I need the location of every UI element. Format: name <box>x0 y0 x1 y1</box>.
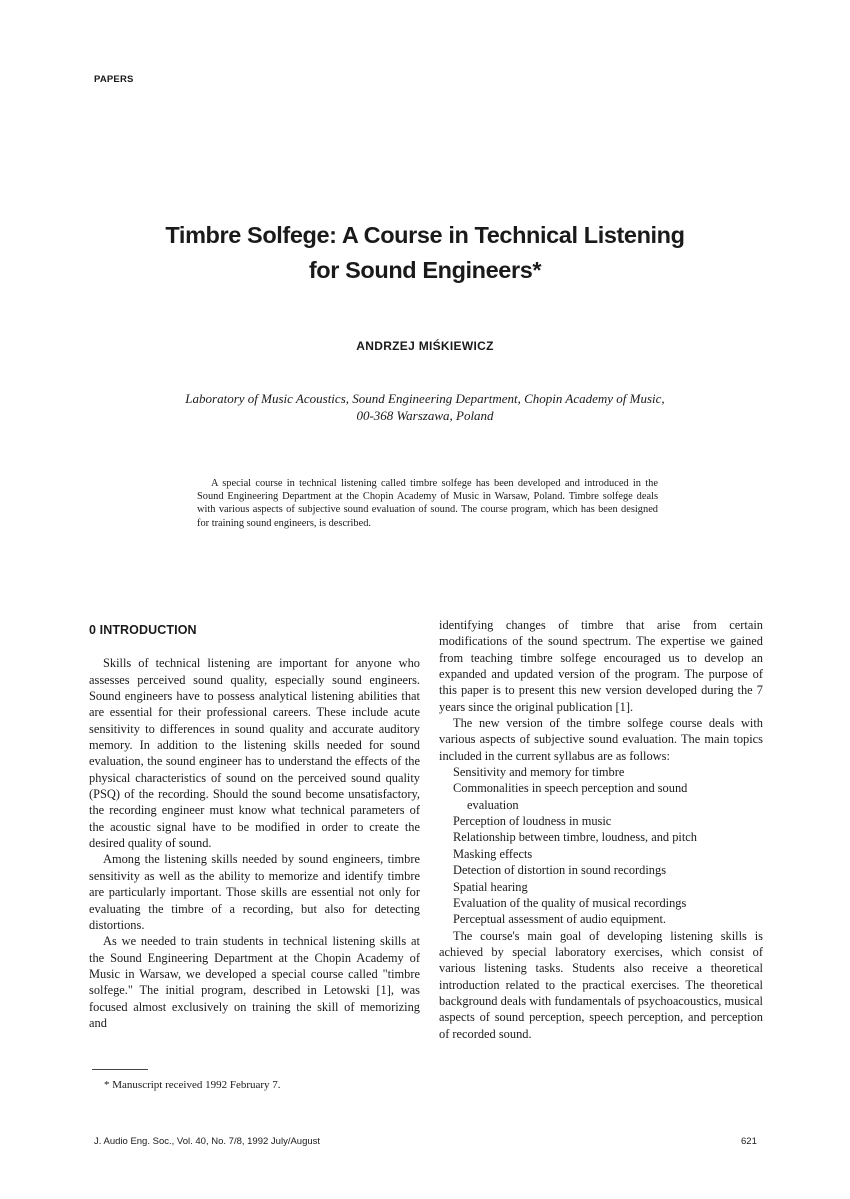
footnote: * Manuscript received 1992 February 7. <box>104 1079 281 1091</box>
title-line-2: for Sound Engineers* <box>308 257 542 283</box>
list-item: Perceptual assessment of audio equipment. <box>453 912 666 927</box>
list-item: Detection of distortion in sound recordings <box>453 863 667 878</box>
list-item: Relationship between timbre, loudness, and pitch <box>453 830 697 845</box>
list-item: Masking effects <box>453 846 533 861</box>
paragraph: The new version of the timbre solfege course deals with various aspects of subjective sound evaluation. The main topics included in the current syllabus are as follows: <box>439 716 763 763</box>
paragraph: Skills of technical listening are important for anyone who assesses perceived sound quality, especially sound engineers. Sound engineers have to possess analytical listening abilities that are essential for their professional careers. These include acute sensitivity to differences in sound quality and accurate auditory memory. In addition to the listening skills needed for sound evaluation, the sound engineer has to understand the effects of the physical characteristics of sound on the perceived sound quality (PSQ) of the recording. Should the sound become unsatisfactory, the recording engineer must know what technical parameters of the acoustic signal have to be modified in order to create the desired quality of sound. <box>89 656 420 851</box>
title-line-1: Timbre Solfege: A Course in Technical Listening <box>165 222 685 248</box>
paragraph: The course's main goal of developing listening skills is achieved by special laboratory exercises, which consist of various listening tasks. Students also receive a theoretical introduction related to the practical exercises. The theoretical background deals with fundamentals of psychoacoustics, musical aspects of sound perception, speech perception, and perception of recorded sound. <box>439 928 763 1041</box>
list-item: Spatial hearing <box>453 879 528 894</box>
page-number: 621 <box>741 1136 757 1147</box>
topic-list <box>439 764 763 927</box>
affiliation <box>60 390 790 424</box>
running-header: PAPERS <box>94 74 134 85</box>
paragraph: Among the listening skills needed by sound engineers, timbre sensitivity as well as the ability to memorize and identify timbre are particularly important. Those skills are essential not only for evaluating the timbre of a recording, but also for detecting distortions. <box>89 852 420 932</box>
author-name: ANDRZEJ MIŚKIEWICZ <box>356 339 494 353</box>
left-column <box>89 622 420 1031</box>
list-item: Evaluation of the quality of musical recordings <box>453 895 687 910</box>
paragraph: identifying changes of timbre that arise from certain modifications of the sound spectrum. The expertise we gained from teaching timbre solfege encouraged us to develop an expanded and updated version of the program. The purpose of this paper is to present this new version developed during the 7 years since the original publication [1]. <box>439 618 763 714</box>
list-item <box>453 780 763 813</box>
footnote-rule <box>92 1069 148 1070</box>
paragraph: As we needed to train students in technical listening skills at the Sound Engineering Department at the Chopin Academy of Music in Warsaw, we developed a special course called "timbre solfege." The initial program, described in Letowski [1], was focused almost exclusively on training the skill of memorizing and <box>89 934 420 1030</box>
list-item-text: Commonalities in speech perception and sound <box>453 781 688 796</box>
paper-title <box>0 218 850 288</box>
abstract <box>197 477 658 530</box>
journal-citation: J. Audio Eng. Soc., Vol. 40, No. 7/8, 1992 July/August <box>94 1136 321 1147</box>
list-item: Sensitivity and memory for timbre <box>453 765 625 780</box>
section-heading: 0 INTRODUCTION <box>89 623 197 637</box>
right-column <box>439 617 763 1042</box>
list-item-continuation: evaluation <box>467 797 519 812</box>
affiliation-line-1: Laboratory of Music Acoustics, Sound Engineering Department, Chopin Academy of Music, <box>185 391 665 406</box>
affiliation-line-2: 00-368 Warszawa, Poland <box>356 408 494 423</box>
abstract-text: A special course in technical listening called timbre solfege has been developed and introduced in the Sound Engineering Department at the Chopin Academy of Music in Warsaw, Poland. Timbre solfege deals with various aspects of subjective sound evaluation of sound. The course program, which has been designed for training sound engineers, is described. <box>197 478 658 529</box>
list-item: Perception of loudness in music <box>453 814 612 829</box>
